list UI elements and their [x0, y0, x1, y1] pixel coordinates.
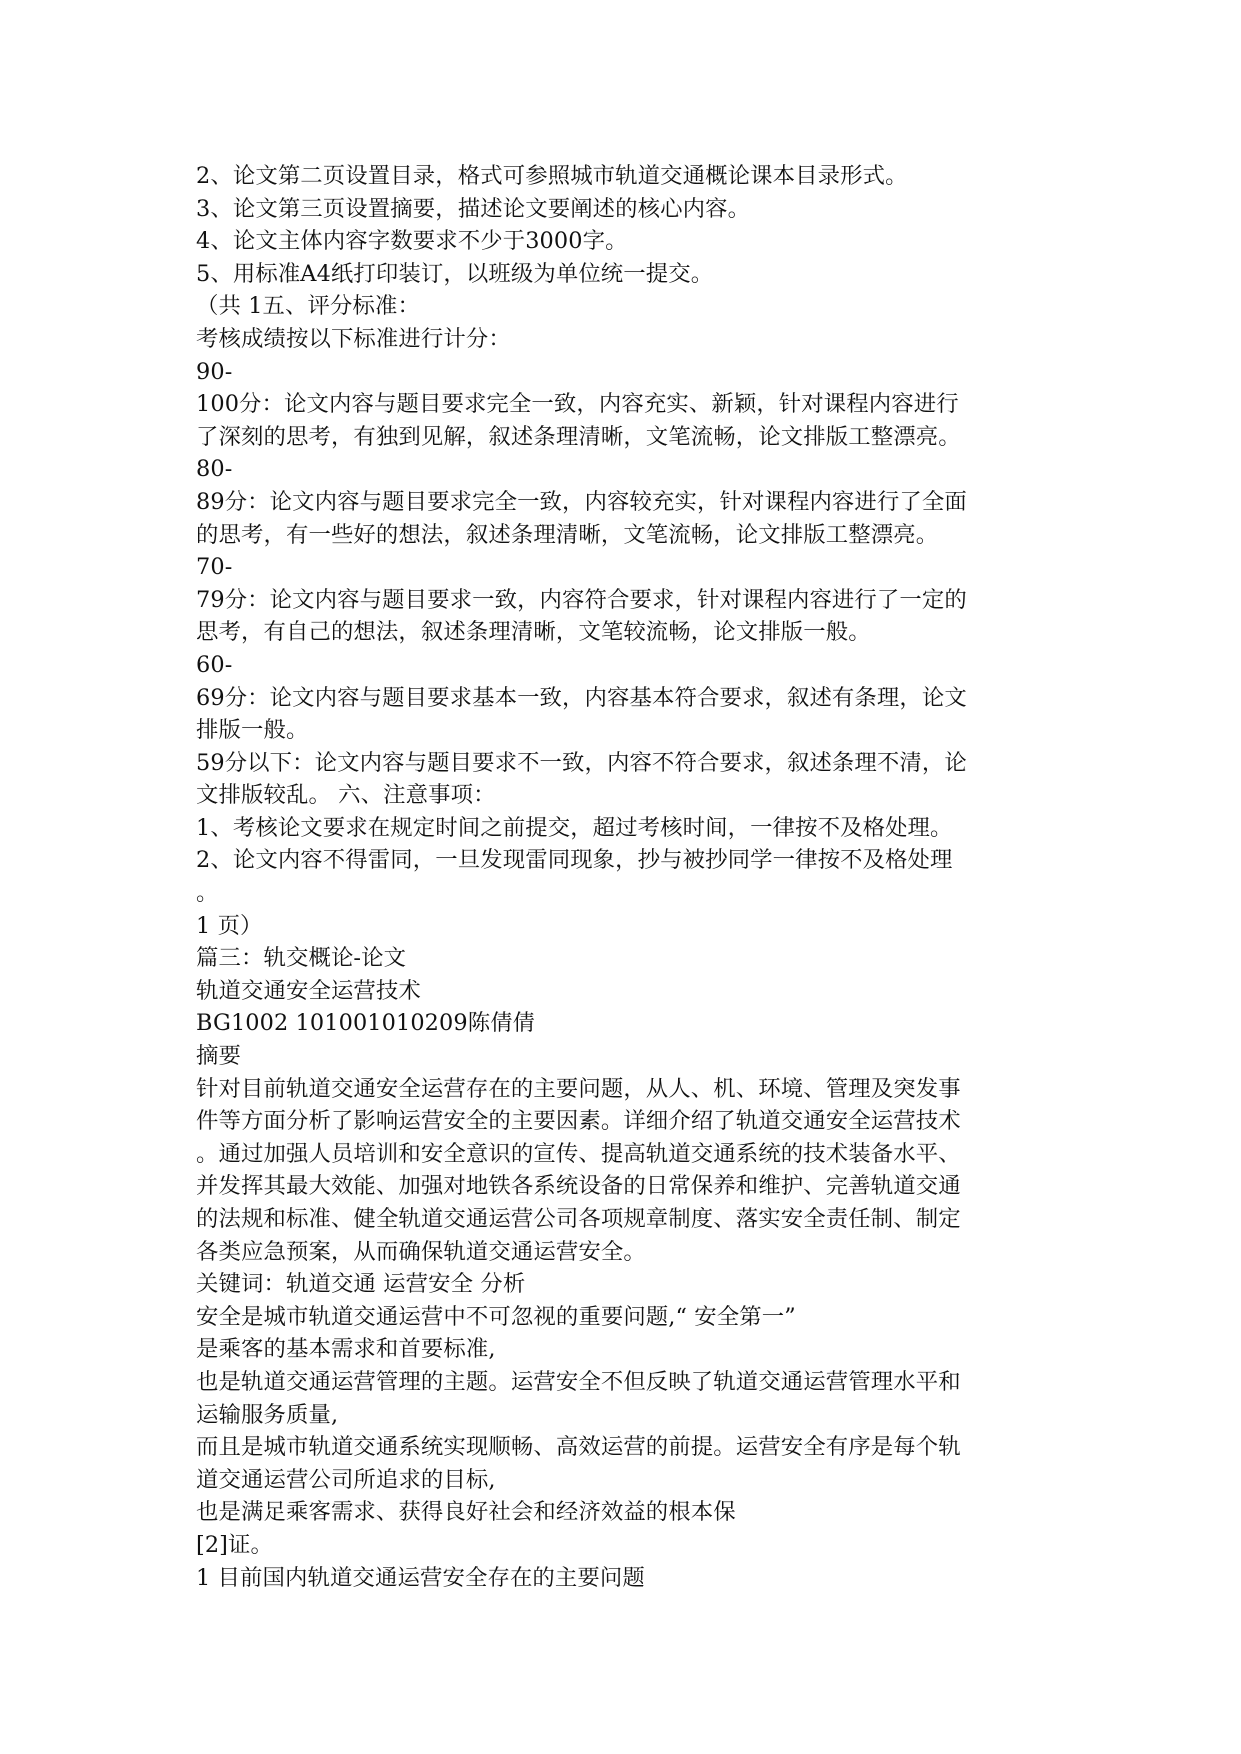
text-line: 是乘客的基本需求和首要标准, [196, 1336, 496, 1363]
text-line: 也是满足乘客需求、获得良好社会和经济效益的根本保 [196, 1499, 736, 1526]
text-line: 69分：论文内容与题目要求基本一致，内容基本符合要求，叙述有条理，论文 [196, 684, 967, 711]
text-line: 件等方面分析了影响运营安全的主要因素。详细介绍了轨道交通安全运营技术 [196, 1108, 961, 1135]
text-line: 并发挥其最大效能、加强对地铁各系统设备的日常保养和维护、完善轨道交通 [196, 1173, 961, 1200]
text-line: （共 1五、评分标准： [196, 293, 420, 320]
text-line: 80- [196, 456, 233, 483]
document-body [196, 160, 1054, 1594]
text-line: 也是轨道交通运营管理的主题。运营安全不但反映了轨道交通运营管理水平和 [196, 1368, 961, 1395]
text-line: 篇三：轨交概论-论文 [196, 945, 407, 972]
text-line: 各类应急预案，从而确保轨道交通运营安全。 [196, 1238, 646, 1265]
text-line: BG1002 101001010209陈倩倩 [196, 1010, 536, 1037]
text-line: 。通过加强人员培训和安全意识的宣传、提高轨道交通系统的技术装备水平、 [196, 1140, 961, 1167]
text-line: 而且是城市轨道交通系统实现顺畅、高效运营的前提。运营安全有序是每个轨 [196, 1434, 961, 1461]
text-line: 轨道交通安全运营技术 [196, 977, 421, 1004]
text-line: 运输服务质量, [196, 1401, 339, 1428]
text-line: 90- [196, 358, 233, 385]
text-line: 5、用标准A4纸打印装订，以班级为单位统一提交。 [196, 260, 714, 287]
text-line: 道交通运营公司所追求的目标, [196, 1466, 496, 1493]
text-line: 思考，有自己的想法，叙述条理清晰，文笔较流畅，论文排版一般。 [196, 619, 871, 646]
text-line: 79分：论文内容与题目要求一致，内容符合要求，针对课程内容进行了一定的 [196, 586, 967, 613]
text-line: [2]证。 [196, 1531, 273, 1558]
text-line: 针对目前轨道交通安全运营存在的主要问题，从人、机、环境、管理及突发事 [196, 1075, 961, 1102]
text-line: 3、论文第三页设置摘要，描述论文要阐述的核心内容。 [196, 195, 751, 222]
text-line: 。 [196, 880, 219, 907]
text-line: 59分以下：论文内容与题目要求不一致，内容不符合要求，叙述条理不清，论 [196, 749, 967, 776]
text-line: 60- [196, 651, 233, 678]
text-line: 文排版较乱。 六、注意事项： [196, 782, 496, 809]
text-line: 了深刻的思考，有独到见解，叙述条理清晰，文笔流畅，论文排版工整漂亮。 [196, 423, 961, 450]
text-line: 关键词：轨道交通 运营安全 分析 [196, 1271, 526, 1298]
text-line: 1、考核论文要求在规定时间之前提交，超过考核时间，一律按不及格处理。 [196, 814, 953, 841]
text-line: 100分：论文内容与题目要求完全一致，内容充实、新颖，针对课程内容进行 [196, 391, 959, 418]
text-line: 考核成绩按以下标准进行计分： [196, 325, 511, 352]
text-line: 4、论文主体内容字数要求不少于3000字。 [196, 228, 628, 255]
text-line: 的思考，有一些好的想法，叙述条理清晰，文笔流畅，论文排版工整漂亮。 [196, 521, 939, 548]
text-line: 89分：论文内容与题目要求完全一致，内容较充实，针对课程内容进行了全面 [196, 488, 967, 515]
text-line: 排版一般。 [196, 717, 309, 744]
text-line: 的法规和标准、健全轨道交通运营公司各项规章制度、落实安全责任制、制定 [196, 1206, 961, 1232]
text-line: 1 页） [196, 912, 263, 939]
text-line: 摘要 [196, 1043, 241, 1070]
text-line: 安全是城市轨道交通运营中不可忽视的重要问题,“ 安全第一” [196, 1303, 796, 1330]
text-line: 2、论文内容不得雷同，一旦发现雷同现象，抄与被抄同学一律按不及格处理 [196, 847, 953, 874]
text-line: 1 目前国内轨道交通运营安全存在的主要问题 [196, 1564, 645, 1591]
text-line: 2、论文第二页设置目录，格式可参照城市轨道交通概论课本目录形式。 [196, 163, 908, 189]
text-line: 70- [196, 554, 233, 581]
